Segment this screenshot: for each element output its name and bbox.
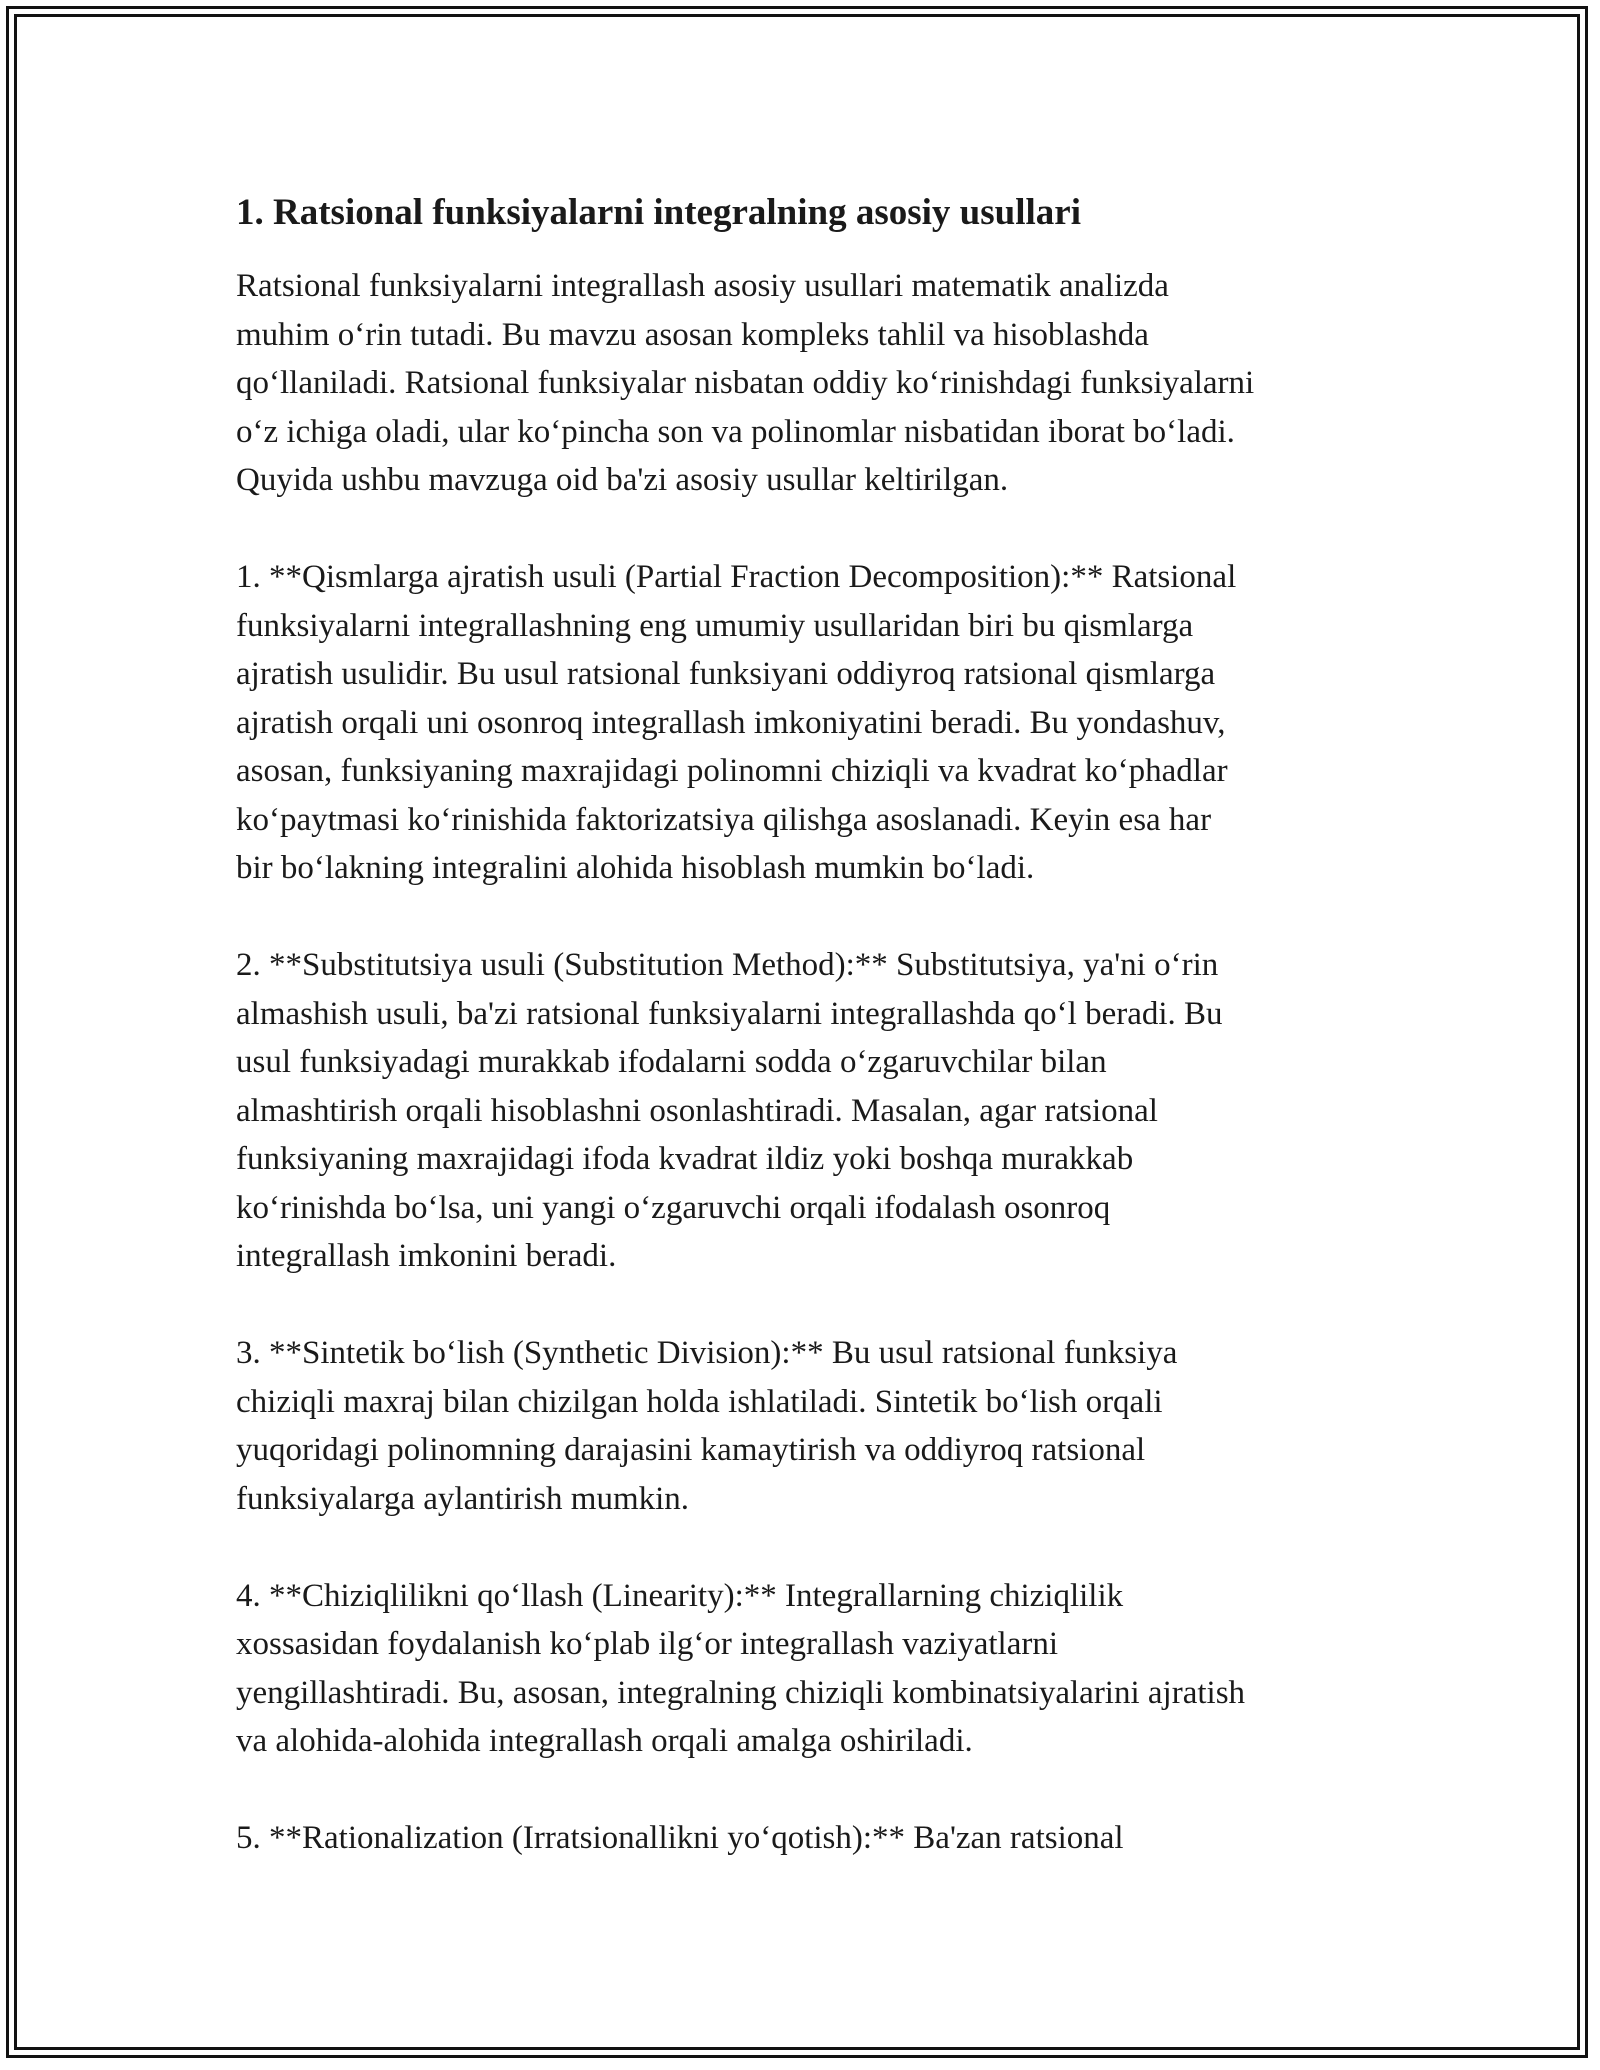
paragraph-linearity: 4. **Chiziqlilikni qo‘llash (Linearity):** Integrallarning chiziqlilik xossasidan foydalanish ko‘plab ilg‘or integrallash vaziyatlarni yengillashtiradi. Bu, asosan, integralning chiziqli kombinatsiyalarini ajratish va alohida-alohida integrallash orqali amalga oshiriladi.: [236, 1577, 1246, 1759]
document-title: 1. Ratsional funksiyalarni integralning asosiy usullari: [236, 192, 1082, 233]
paragraph-rationalization: 5. **Rationalization (Irratsionallikni yo‘qotish):** Ba'zan ratsional: [236, 1820, 1124, 1856]
paragraph-substitution: 2. **Substitutsiya usuli (Substitution Method):** Substitutsiya, ya'ni o‘rin almashish usuli, ba'zi ratsional funksiyalarni integrallashda qo‘l beradi. Bu usul funksiyadagi murakkab ifodalarni sodda o‘zgaruvchilar bilan almashtirish orqali hisoblashni osonlashtiradi. Masalan, agar ratsional funksiyaning maxrajidagi ifoda kvadrat ildiz yoki boshqa murakkab ko‘rinishda bo‘lsa, uni yangi o‘zgaruvchi orqali ifodalash osonroq integrallash imkonini beradi.: [236, 947, 1223, 1274]
paragraph-intro: Ratsional funksiyalarni integrallash asosiy usullari matematik analizda muhim o‘rin tutadi. Bu mavzu asosan kompleks tahlil va hisoblashda qo‘llaniladi. Ratsional funksiyalar nisbatan oddiy ko‘rinishdagi funksiyalarni o‘z ichiga oladi, ular ko‘pincha son va polinomlar nisbatidan iborat bo‘ladi. Quyida ushbu mavzuga oid ba'zi asosiy usullar keltirilgan.: [236, 268, 1255, 498]
document-body: [236, 186, 1396, 1911]
paragraph-synthetic-division: 3. **Sintetik bo‘lish (Synthetic Division):** Bu usul ratsional funksiya chiziqli maxraj bilan chizilgan holda ishlatiladi. Sintetik bo‘lish orqali yuqoridagi polinomning darajasini kamaytirish va oddiyroq ratsional funksiyalarga aylantirish mumkin.: [236, 1335, 1178, 1517]
paragraph-partial-fractions: 1. **Qismlarga ajratish usuli (Partial Fraction Decomposition):** Ratsional funksiyalarni integrallashning eng umumiy usullaridan biri bu qismlarga ajratish usulidir. Bu usul ratsional funksiyani oddiyroq ratsional qismlarga ajratish orqali uni osonroq integrallash imkoniyatini beradi. Bu yondashuv, asosan, funksiyaning maxrajidagi polinomni chiziqli va kvadrat ko‘phadlar ko‘paytmasi ko‘rinishida faktorizatsiya qilishga asoslanadi. Keyin esa har bir bo‘lakning integralini alohida hisoblash mumkin bo‘ladi.: [236, 559, 1237, 886]
